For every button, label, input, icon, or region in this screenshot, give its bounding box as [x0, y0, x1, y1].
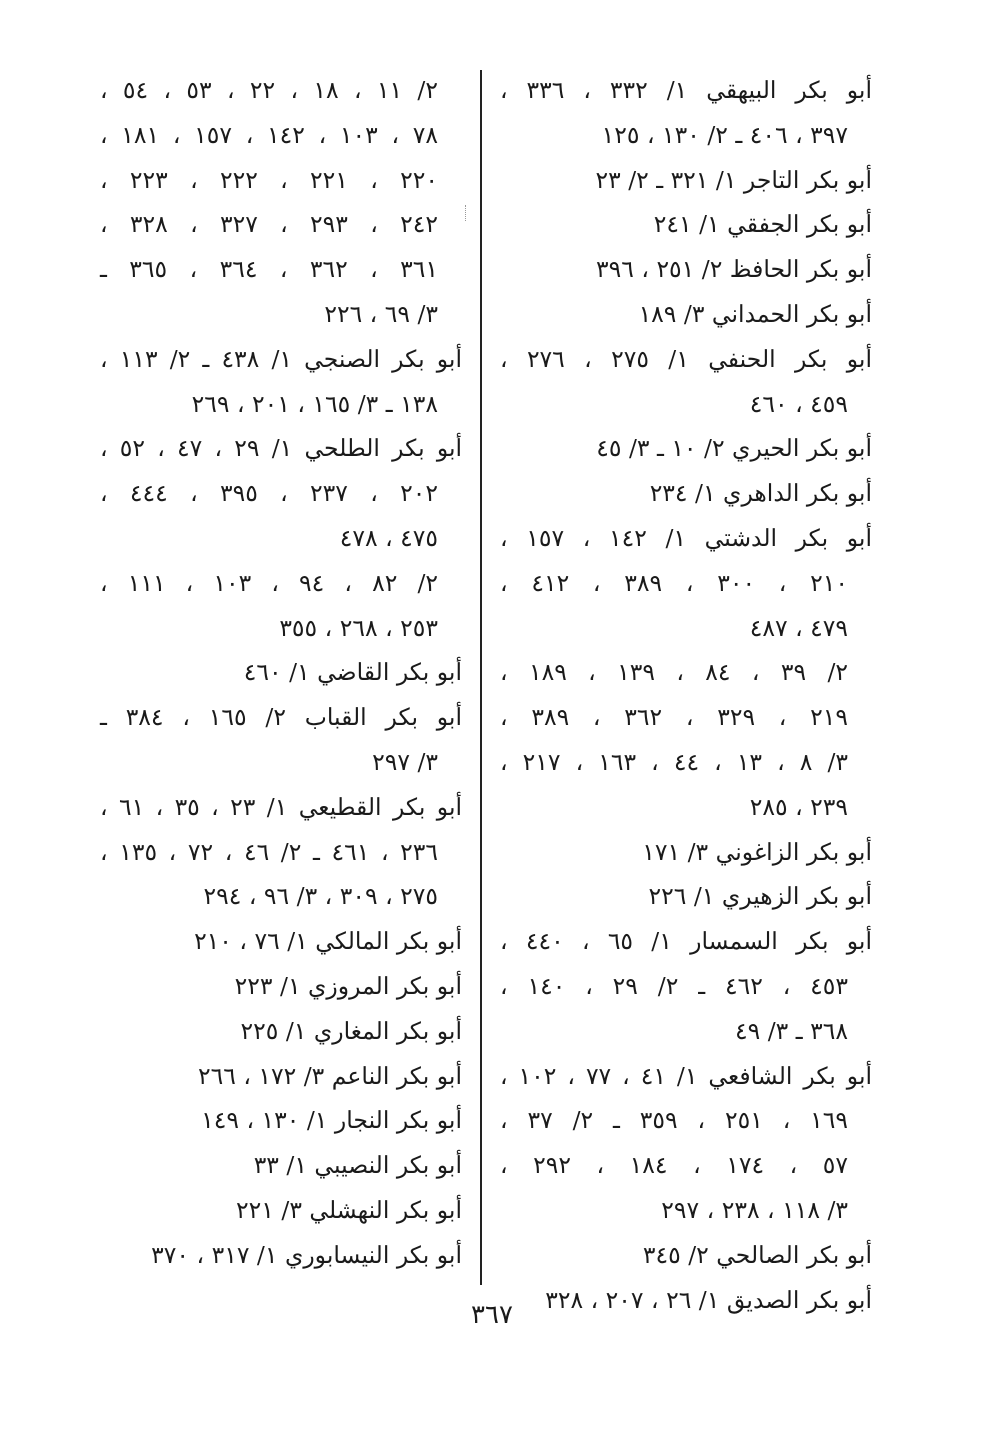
- index-continuation-line: ٢٠٢ ، ٢٣٧ ، ٣٩٥ ، ٤٤٤ ،: [100, 479, 438, 508]
- margin-mark: [465, 205, 469, 221]
- index-entry-line: أبو بكر الحيري ٢/ ١٠ ـ ٣/ ٤٥: [596, 434, 872, 463]
- index-continuation-line: ٣/ ٢٩٧: [372, 747, 438, 776]
- index-continuation-line: ٢٣٩ ، ٢٨٥: [749, 792, 848, 821]
- index-entry-line: أبو بكر الصالحي ٢/ ٣٤٥: [642, 1240, 872, 1269]
- index-entry-line: أبو بكر السمسار ١/ ٦٥ ، ٤٤٠ ،: [500, 927, 873, 956]
- index-continuation-line: ٢٢٠ ، ٢٢١ ، ٢٢٢ ، ٢٢٣ ،: [100, 165, 438, 194]
- index-entry-line: أبو بكر المغاري ١/ ٢٢٥: [240, 1016, 462, 1045]
- index-entry-line: أبو بكر الصديق ١/ ٢٦ ، ٢٠٧ ، ٣٢٨: [545, 1285, 872, 1314]
- index-column-left: [100, 68, 462, 1278]
- index-entry-line: أبو بكر المالكي ١/ ٧٦ ، ٢١٠: [194, 927, 462, 956]
- index-continuation-line: ٤٧٥ ، ٤٧٨: [339, 523, 438, 552]
- index-entry-line: أبو بكر الشافعي ١/ ٤١ ، ٧٧ ، ١٠٢ ،: [500, 1061, 873, 1090]
- index-continuation-line: ٣٦٨ ـ ٣/ ٤٩: [735, 1016, 848, 1045]
- index-continuation-line: ٢٥٣ ، ٢٦٨ ، ٣٥٥: [279, 613, 438, 642]
- index-continuation-line: ٣٦١ ، ٣٦٢ ، ٣٦٤ ، ٣٦٥ ـ: [100, 255, 439, 284]
- index-entry-line: أبو بكر الدشتي ١/ ١٤٢ ، ١٥٧ ،: [500, 523, 873, 552]
- index-continuation-line: ٤٧٩ ، ٤٨٧: [749, 613, 848, 642]
- index-entry-line: أبو بكر النصيبي ١/ ٣٣: [253, 1151, 462, 1180]
- index-continuation-line: ١٣٨ ـ ٣/ ١٦٥ ، ٢٠١ ، ٢٦٩: [191, 389, 438, 418]
- index-continuation-line: ٢/ ٣٩ ، ٨٤ ، ١٣٩ ، ١٨٩ ،: [500, 658, 848, 687]
- index-entry-line: أبو بكر الداهري ١/ ٢٣٤: [649, 479, 872, 508]
- index-entry-line: أبو بكر القاضي ١/ ٤٦٠: [243, 658, 462, 687]
- index-continuation-line: ٥٧ ، ١٧٤ ، ١٨٤ ، ٢٩٢ ،: [500, 1151, 849, 1180]
- index-continuation-line: ٢٣٦ ، ٤٦١ ـ ٢/ ٤٦ ، ٧٢ ، ١٣٥ ،: [100, 837, 439, 866]
- index-entry-line: أبو بكر القطيعي ١/ ٢٣ ، ٣٥ ، ٦١ ،: [100, 792, 463, 821]
- index-entry-line: أبو بكر المروزي ١/ ٢٢٣: [234, 971, 462, 1000]
- index-entry-line: أبو بكر الناعم ٣/ ١٧٢ ، ٢٦٦: [197, 1061, 462, 1090]
- index-entry-line: أبو بكر الطلحي ١/ ٢٩ ، ٤٧ ، ٥٢ ،: [100, 434, 463, 463]
- index-entry-line: أبو بكر البيهقي ١/ ٣٣٢ ، ٣٣٦ ،: [500, 76, 872, 104]
- index-continuation-line: ٣/ ١١٨ ، ٢٣٨ ، ٢٩٧: [661, 1195, 848, 1224]
- index-continuation-line: ٣/ ٦٩ ، ٢٢٦: [324, 299, 438, 328]
- index-column-right: [500, 68, 872, 1322]
- index-continuation-line: ٤٥٣ ، ٤٦٢ ـ ٢/ ٢٩ ، ١٤٠ ،: [500, 971, 849, 1000]
- index-continuation-line: ٢٤٢ ، ٢٩٣ ، ٣٢٧ ، ٣٢٨ ،: [100, 210, 438, 239]
- index-continuation-line: ٣/ ٨ ، ١٣ ، ٤٤ ، ١٦٣ ، ٢١٧ ،: [500, 747, 849, 776]
- index-entry-line: أبو بكر الجفقي ١/ ٢٤١: [653, 210, 872, 239]
- index-continuation-line: ٢٧٥ ، ٣٠٩ ، ٣/ ٩٦ ، ٢٩٤: [203, 882, 438, 911]
- index-entry-line: أبو بكر الحنفي ١/ ٢٧٥ ، ٢٧٦ ،: [500, 344, 873, 373]
- index-entry-line: أبو بكر النيسابوري ١/ ٣١٧ ، ٣٧٠: [151, 1240, 462, 1269]
- index-entry-line: أبو بكر القباب ٢/ ١٦٥ ، ٣٨٤ ـ: [100, 703, 463, 732]
- page-number: ٣٦٧: [471, 1300, 513, 1330]
- index-continuation-line: ٣٩٧ ، ٤٠٦ ـ ٢/ ١٣٠ ، ١٢٥: [601, 120, 848, 149]
- index-entry-line: أبو بكر الزهيري ١/ ٢٢٦: [648, 882, 872, 911]
- index-entry-line: أبو بكر النهشلي ٣/ ٢٢١: [236, 1195, 462, 1224]
- index-entry-line: أبو بكر الصنجي ١/ ٤٣٨ ـ ٢/ ١١٣ ،: [100, 344, 463, 373]
- index-entry-line: أبو بكر الزاغوني ٣/ ١٧١: [642, 837, 872, 866]
- index-continuation-line: ٢١٩ ، ٣٢٩ ، ٣٦٢ ، ٣٨٩ ،: [500, 703, 849, 732]
- index-continuation-line: ١٦٩ ، ٢٥١ ، ٣٥٩ ـ ٢/ ٣٧ ،: [500, 1106, 849, 1135]
- index-continuation-line: ٤٥٩ ، ٤٦٠: [749, 389, 848, 418]
- index-continuation-line: ٧٨ ، ١٠٣ ، ١٤٢ ، ١٥٧ ، ١٨١ ،: [100, 120, 438, 149]
- index-continuation-line: ٢/ ٨٢ ، ٩٤ ، ١٠٣ ، ١١١ ،: [100, 568, 438, 597]
- index-entry-line: أبو بكر الحمداني ٣/ ١٨٩: [638, 299, 872, 328]
- index-entry-line: أبو بكر النجار ١/ ١٣٠ ، ١٤٩: [201, 1106, 462, 1135]
- index-continuation-line: ٢١٠ ، ٣٠٠ ، ٣٨٩ ، ٤١٢ ،: [500, 568, 849, 597]
- column-divider: [480, 70, 482, 1285]
- index-entry-line: أبو بكر التاجر ١/ ٣٢١ ـ ٢/ ٢٣: [595, 165, 872, 194]
- index-entry-line: أبو بكر الحافظ ٢/ ٢٥١ ، ٣٩٦: [596, 255, 872, 284]
- index-continuation-line: ٢/ ١١ ، ١٨ ، ٢٢ ، ٥٣ ، ٥٤ ،: [100, 76, 438, 104]
